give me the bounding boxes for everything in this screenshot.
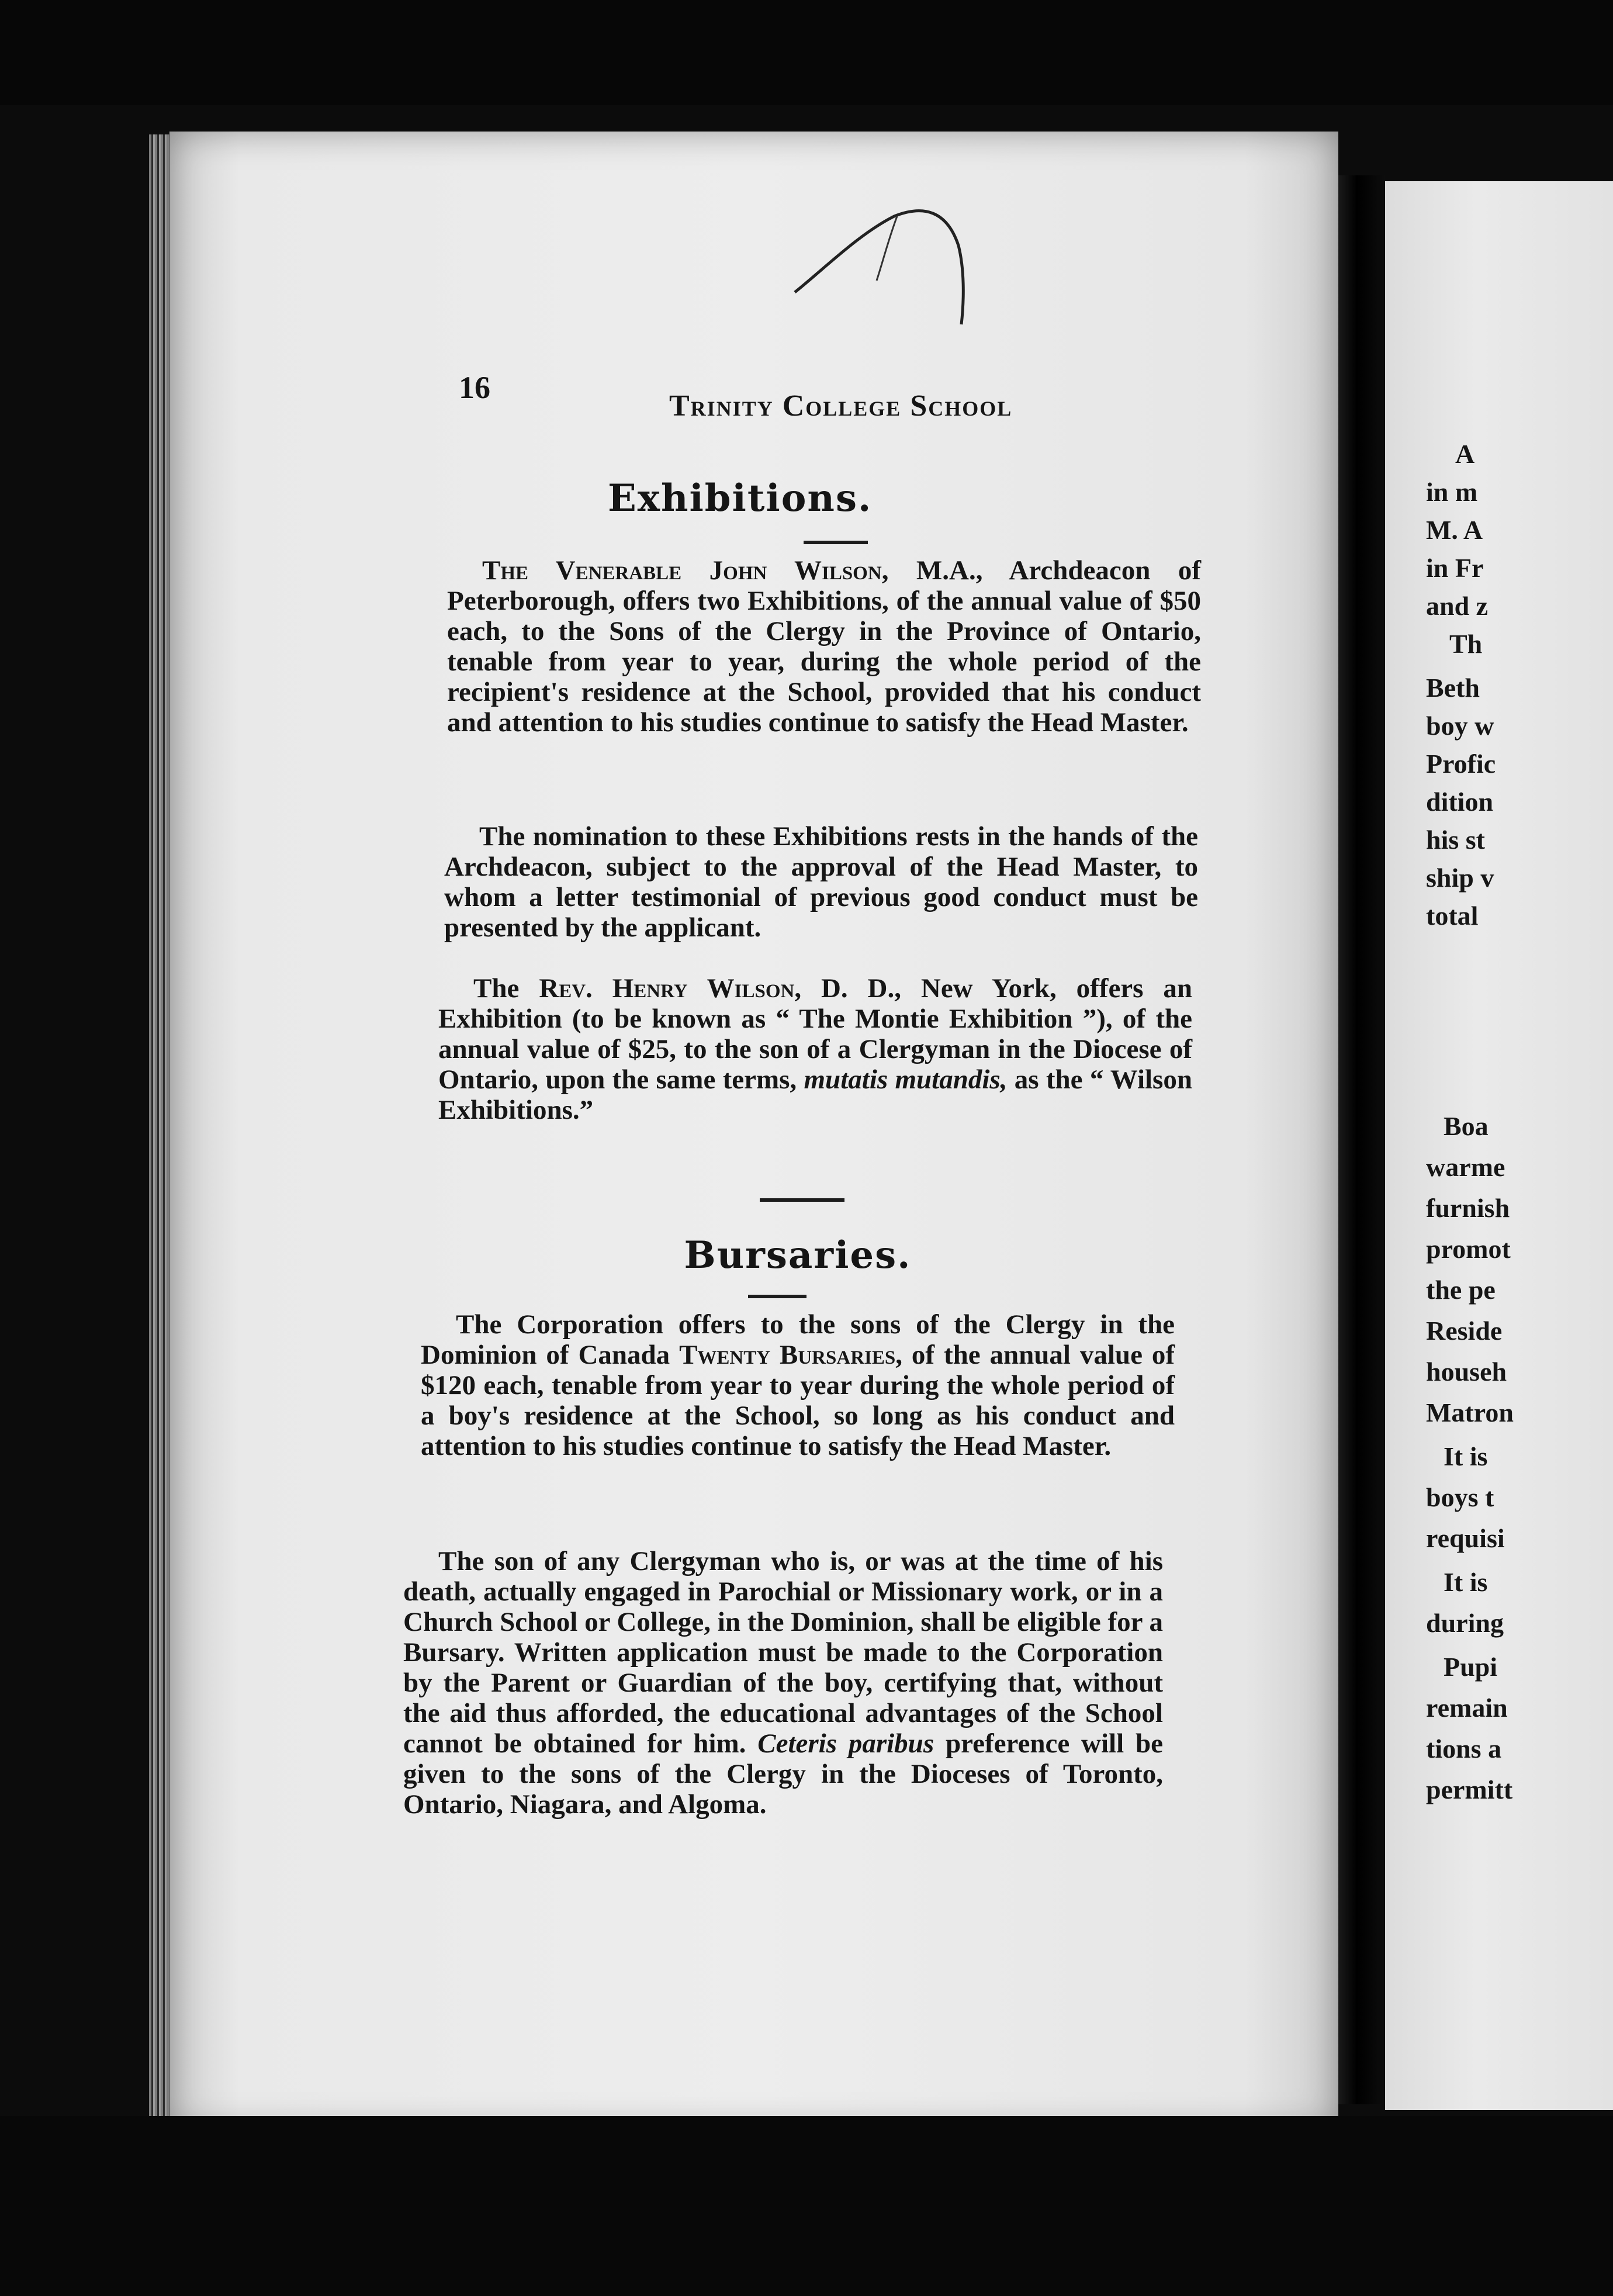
bursaries-paragraph-2 [403, 1546, 1163, 1820]
paragraph-text: as the “ Wilson Exhibitions.” [438, 1064, 1192, 1125]
facing-page-line: Matron [1426, 1398, 1514, 1427]
paragraph-text: The nomination to these Exhibitions rests in the hands of the Archdeacon, subject to the approval of the Head Master, to whom a letter testimonial of previous good conduct must be presented by the applicant. [444, 821, 1198, 943]
donor-name: The Venerable John Wilson [482, 555, 882, 586]
facing-page-line: permitt [1426, 1775, 1513, 1804]
film-border-bottom [0, 2116, 1613, 2296]
facing-page-line: boy w [1426, 711, 1494, 741]
exhibitions-paragraph-2 [444, 821, 1198, 943]
paragraph-text: The Corporation offers to the sons of the Clergy in the Dominion of Canada [421, 1309, 1175, 1370]
facing-page-line: It is [1444, 1441, 1488, 1471]
facing-page-line: boys t [1426, 1482, 1494, 1512]
facing-page-line: Th [1449, 629, 1483, 659]
exhibitions-paragraph-3 [438, 973, 1192, 1125]
running-head: Trinity College School [669, 389, 1013, 423]
facing-page-line: dition [1426, 787, 1494, 817]
facing-page-line: warme [1426, 1152, 1505, 1182]
facing-page-line: househ [1426, 1357, 1507, 1386]
film-border-top [0, 0, 1613, 105]
facing-page-line: A [1455, 439, 1475, 469]
title-rule [748, 1295, 806, 1298]
paragraph-text: preference will be given to the sons of the Clergy in the Dioceses of Toronto, Ontario, Niagara, and Algoma. [403, 1728, 1164, 1820]
facing-page-line: Pupi [1444, 1652, 1498, 1682]
facing-page-line: the pe [1426, 1275, 1496, 1305]
facing-page-line: Profic [1426, 749, 1496, 779]
facing-page-line: in Fr [1426, 553, 1484, 583]
section-divider-rule [760, 1198, 844, 1202]
facing-page-line: M. A [1426, 515, 1483, 545]
latin-phrase: Ceteris paribus [757, 1728, 934, 1759]
bursaries-paragraph-1 [421, 1309, 1175, 1461]
facing-page-line: furnish [1426, 1193, 1510, 1223]
facing-page-line: Boa [1444, 1111, 1489, 1141]
title-rule [804, 541, 868, 544]
paragraph-text: , D. D., New York, offers an Exhibition (to be known as “ The Montie Exhibition ”), of the annual value of $25, to the son of a Clergyman in the Diocese of Ontario, upon the same terms, [438, 973, 1192, 1095]
facing-page-line: Beth [1426, 673, 1480, 703]
facing-page-line: in m [1426, 477, 1478, 507]
latin-phrase: mutatis mutandis, [804, 1064, 1008, 1095]
paragraph-text: , of the annual value of $120 each, tenable from year to year during the whole period of a boy's residence at the School, so long as his conduct and attention to his studies continue to satisfy the Head Master. [421, 1340, 1175, 1461]
page-number: 16 [459, 370, 490, 405]
section-title-exhibitions: Exhibitions. [608, 476, 873, 520]
pen-mark [789, 199, 976, 333]
paragraph-text: The son of any Clergyman who is, or was at the time of his death, actually engaged in Parochial or Missionary work, or in a Church School or College, in the Dominion, shall be eligible for a Bursary. Written application must be made to the Corporation by the Parent or Guardian of the boy, certifying that, without the aid thus afforded, the educational advantages of the School cannot be obtained for him. [403, 1546, 1163, 1759]
exhibitions-paragraph-1 [447, 555, 1201, 738]
book-gutter [1338, 175, 1385, 2104]
donor-name: Rev. Henry Wilson [539, 973, 795, 1004]
facing-page-line: tions a [1426, 1734, 1502, 1764]
facing-page-line: requisi [1426, 1523, 1505, 1553]
left-page [169, 132, 1338, 2131]
facing-page-line: promot [1426, 1234, 1511, 1264]
facing-page-line: during [1426, 1608, 1504, 1638]
facing-page-line: and z [1426, 591, 1489, 621]
bursary-count: Twenty Bursaries [679, 1340, 896, 1370]
facing-page-line: his st [1426, 825, 1485, 855]
facing-page-line: It is [1444, 1567, 1488, 1597]
paragraph-text: The [473, 973, 539, 1004]
book-page-edges [149, 134, 172, 2134]
facing-page-line: total [1426, 901, 1479, 931]
facing-page-line: ship v [1426, 863, 1494, 893]
facing-page-line: remain [1426, 1693, 1508, 1723]
paragraph-text: , M.A., Archdeacon of Peterborough, offers two Exhibitions, of the annual value of $50 each, to the Sons of the Clergy in the Province of Ontario, tenable from year to year, during the whole period of the recipient's residence at the School, provided that his conduct and attention to his studies continue to satisfy the Head Master. [447, 555, 1201, 738]
facing-page-line: Reside [1426, 1316, 1503, 1346]
facing-page-fragment [1385, 181, 1613, 2110]
section-title-bursaries: Bursaries. [684, 1233, 912, 1277]
